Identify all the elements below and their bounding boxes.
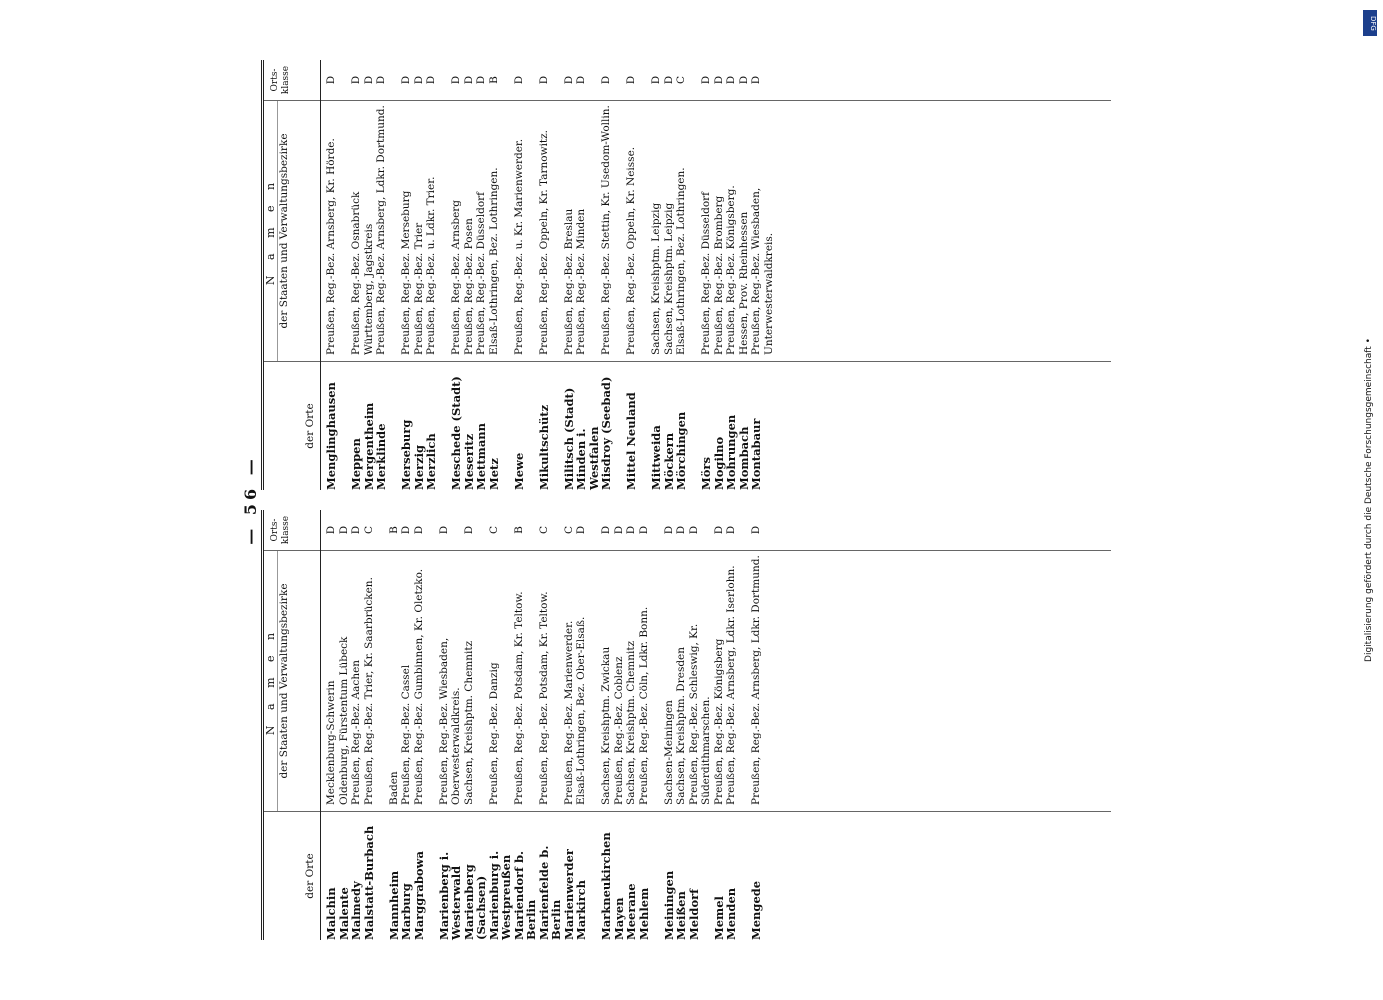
place-class: D [425,75,437,85]
state-district: Preußen, Reg.-Bez. Königsberg. [725,185,737,355]
state-district: Preußen, Reg.-Bez. Trier, Kr. Saarbrücken. [362,577,375,805]
place-class: D [350,75,362,85]
place-class: D [375,75,387,85]
state-district: Preußen, Reg.-Bez. Arnsberg, Kr. Hörde. [325,138,337,355]
state-district: Preußen, Reg.-Bez. Danzig [487,662,500,805]
place-class: D [462,525,475,535]
state-district: Preußen, Reg.-Bez. Aachen [350,659,362,805]
place-name: Merklinde [374,423,388,490]
place-name: Meseritz [461,433,476,490]
state-district: Mecklenburg-Schwerin [325,680,337,805]
place-name: Mannheim [386,870,401,940]
place-class: D [700,75,712,85]
state-district: Sachsen, Kreishptm. Zwickau [600,646,612,805]
place-name: Möckern [661,432,676,490]
state-district: Preußen, Reg.-Bez. Stettin, Kr. Usedom-Wollin. [600,105,612,355]
place-name: Marburg [399,883,413,940]
place-name: Malente [336,887,351,940]
table-header [261,60,321,490]
place-class: D [450,75,462,85]
place-name: Meppen [349,438,363,490]
header-namen: N a m e n [264,551,278,811]
place-name: Mittel Neuland [624,392,638,490]
table-right [261,60,1121,490]
place-name: Marienburg i. Westpreußen [486,850,513,940]
state-district: Preußen, Reg.-Bez. Coblenz [612,656,625,805]
header-staaten: der Staaten und Verwaltungsbezirke [278,133,290,329]
place-class: D [650,75,662,85]
state-district: Preußen, Reg.-Bez. Königsberg [712,638,725,805]
place-class: D [412,75,425,85]
state-district: Preußen, Reg.-Bez. Gumbinnen, Kr. Oletzko. [412,568,425,805]
state-district: Sachsen, Kreishptm. Dresden [675,646,687,805]
header-klasse: Orts-klasse [264,60,320,101]
place-class: C [562,525,575,535]
place-class: D [475,75,487,85]
place-name: Merzig [411,444,426,490]
place-name: Meschede (Stadt) [449,376,463,490]
state-district: Preußen, Reg.-Bez. u. Ldkr. Trier. [425,176,437,355]
state-district: Preußen, Reg.-Bez. Merseburg [400,190,412,355]
state-district: Preußen, Reg.-Bez. u. Kr. Marienwerder. [512,138,525,355]
place-class: D [712,75,725,85]
place-name: Mergentheim [361,402,376,490]
place-name: Meißen [674,891,688,940]
column-staaten [321,101,1111,362]
place-class: D [662,75,675,85]
place-name: Menglinghausen [324,382,338,490]
state-district: Preußen, Reg.-Bez. Posen [462,218,475,355]
place-class: D [662,525,675,535]
state-district: Preußen, Reg.-Bez. Minden [575,208,587,355]
state-district: Preußen, Reg.-Bez. Wiesbaden, Unterwesterwaldkreis. [750,187,775,355]
state-district: Preußen, Reg.-Bez. Breslau [562,208,575,355]
header-namen: N a m e n [264,101,278,361]
place-class: D [337,525,350,535]
place-class: D [400,525,412,535]
place-name: Mogilno [711,436,726,490]
rotated-page [241,60,1121,940]
column-klasse [321,510,1111,551]
place-name: Marienwerder [561,849,576,940]
sidebar-credit [1359,0,1379,1000]
state-district: Preußen, Reg.-Bez. Düsseldorf [700,191,712,355]
place-class: D [362,75,375,85]
place-name: Montabaur [749,418,763,490]
place-name: Metz [486,458,501,490]
state-district: Elsaß-Lothringen, Bez. Lothringen. [675,167,687,355]
place-name: Mehlem [636,887,651,940]
place-class: D [637,525,650,535]
place-name: Mombach [736,426,751,490]
place-class: D [625,525,637,535]
place-class: D [600,525,612,535]
state-district: Sachsen-Meiningen [662,700,675,805]
place-class: B [487,76,500,84]
state-district: Baden [387,771,400,805]
place-class: D [625,75,637,85]
place-name: Meerane [624,883,638,940]
state-district: Elsaß-Lothringen, Bez. Ober-Elsaß. [575,616,587,805]
state-district: Elsaß-Lothringen, Bez. Lothringen. [487,167,500,355]
place-class: D [462,75,475,85]
place-name: Memel [711,896,726,940]
header-orte: der Orte [304,853,316,899]
place-name: Marienberg (Sachsen) [461,864,488,940]
header-namen-group [264,101,320,362]
place-name: Mikultschütz [536,404,551,490]
place-class: D [612,525,625,535]
place-name: Merzlich [424,433,438,490]
place-name: Marienberg i. Westerwald [436,851,463,940]
place-class: D [325,75,337,85]
place-class: D [687,525,700,535]
column-orte [321,362,1111,490]
place-name: Malmedy [349,881,363,940]
place-class: C [362,525,375,535]
state-district: Preußen, Reg.-Bez. Cassel [400,664,412,805]
dfg-logo: DFG [1363,10,1377,36]
state-district: Preußen, Reg.-Bez. Trier [412,222,425,355]
place-name: Meldorf [686,888,701,940]
state-district: Preußen, Reg.-Bez. Marienwerder. [562,620,575,805]
state-district: Oldenburg, Fürstentum Lübeck [337,636,350,805]
place-name: Markirch [574,880,588,940]
place-class: C [487,525,500,535]
place-class: D [412,525,425,535]
state-district: Preußen, Reg.-Bez. Arnsberg, Ldkr. Dortmund. [750,555,762,805]
place-name: Minden i. Westfalen [574,426,601,490]
place-name: Mewe [511,452,526,490]
place-name: Militsch (Stadt) [561,387,576,490]
place-class: C [537,525,550,535]
column-orte [321,812,1111,940]
place-name: Meiningen [661,870,676,940]
place-name: Malstatt-Burbach [361,825,376,940]
place-name: Misdroy (Seebad) [599,376,613,490]
state-district: Sachsen, Kreishptm. Chemnitz [625,640,637,805]
state-district: Preußen, Reg.-Bez. Cöln, Ldkr. Bonn. [637,606,650,805]
header-staaten: der Staaten und Verwaltungsbezirke [278,583,290,779]
place-class: D [712,525,725,535]
state-district: Preußen, Reg.-Bez. Oppeln, Kr. Neisse. [625,146,637,355]
place-class: D [350,525,362,535]
place-class: D [600,75,612,85]
state-district: Württemberg, Jagstkreis [362,223,375,355]
state-district: Hessen, Prov. Rheinhessen [737,211,750,355]
place-name: Mörchingen [674,411,688,490]
state-district: Preußen, Reg.-Bez. Potsdam, Kr. Teltow. [512,591,525,805]
place-class: B [387,526,400,534]
place-class: D [725,75,737,85]
place-name: Merseburg [399,419,413,490]
table-left [261,510,1121,940]
place-name: Malchin [324,887,338,940]
place-class: D [750,75,762,85]
state-district: Preußen, Reg.-Bez. Düsseldorf [475,191,487,355]
header-orte: der Orte [304,403,316,449]
place-class: D [437,525,450,535]
place-name: Markneukirchen [599,832,613,940]
page-number: — 56 — [241,455,260,545]
state-district: Preußen, Reg.-Bez. Potsdam, Kr. Teltow. [537,591,550,805]
state-district: Sachsen, Kreishptm. Leipzig [662,202,675,355]
credit-text: Digitalisierung gefördert durch die Deutsche Forschungsgemeinschaft • [1364,338,1374,662]
state-district: Sachsen, Kreishptm. Chemnitz [462,640,475,805]
place-name: Marienfelde b. Berlin [536,845,563,940]
state-district: Preußen, Reg.-Bez. Arnsberg [450,199,462,355]
place-class: D [537,75,550,85]
place-class: D [575,525,587,535]
place-name: Mettmann [474,422,488,490]
place-class: D [675,525,687,535]
place-class: D [562,75,575,85]
place-class: D [575,75,587,85]
table-header [261,510,321,940]
place-name: Marggrabowa [411,851,426,940]
place-class: C [675,75,687,85]
place-name: Mariendorf b. Berlin [511,850,538,940]
state-district: Sachsen, Kreishptm. Leipzig [650,202,662,355]
place-class: B [512,526,525,534]
state-district: Preußen, Reg.-Bez. Arnsberg, Ldkr. Iserlohn. [725,565,737,805]
place-class: D [512,75,525,85]
place-name: Mörs [699,457,713,490]
place-name: Mittweida [649,425,663,490]
place-name: Mohrungen [724,414,738,490]
state-district: Preußen, Reg.-Bez. Wiesbaden, Oberwesterwaldkreis. [437,637,462,805]
state-district: Preußen, Reg.-Bez. Schleswig, Kr. Süderdithmarschen. [687,623,712,805]
header-namen-group [264,551,320,812]
column-staaten [321,551,1111,812]
state-district: Preußen, Reg.-Bez. Arnsberg, Ldkr. Dortmund. [375,105,387,355]
place-name: Mengede [749,880,763,940]
column-klasse [321,60,1111,101]
place-name: Menden [724,887,738,940]
place-class: D [325,525,337,535]
header-klasse: Orts-klasse [264,510,320,551]
place-class: D [750,525,762,535]
place-name: Mayen [611,897,626,940]
place-class: D [725,525,737,535]
state-district: Preußen, Reg.-Bez. Oppeln, Kr. Tarnowitz. [537,129,550,355]
state-district: Preußen, Reg.-Bez. Bromberg [712,195,725,355]
state-district: Preußen, Reg.-Bez. Osnabrück [350,191,362,355]
place-class: D [400,75,412,85]
place-class: D [737,75,750,85]
